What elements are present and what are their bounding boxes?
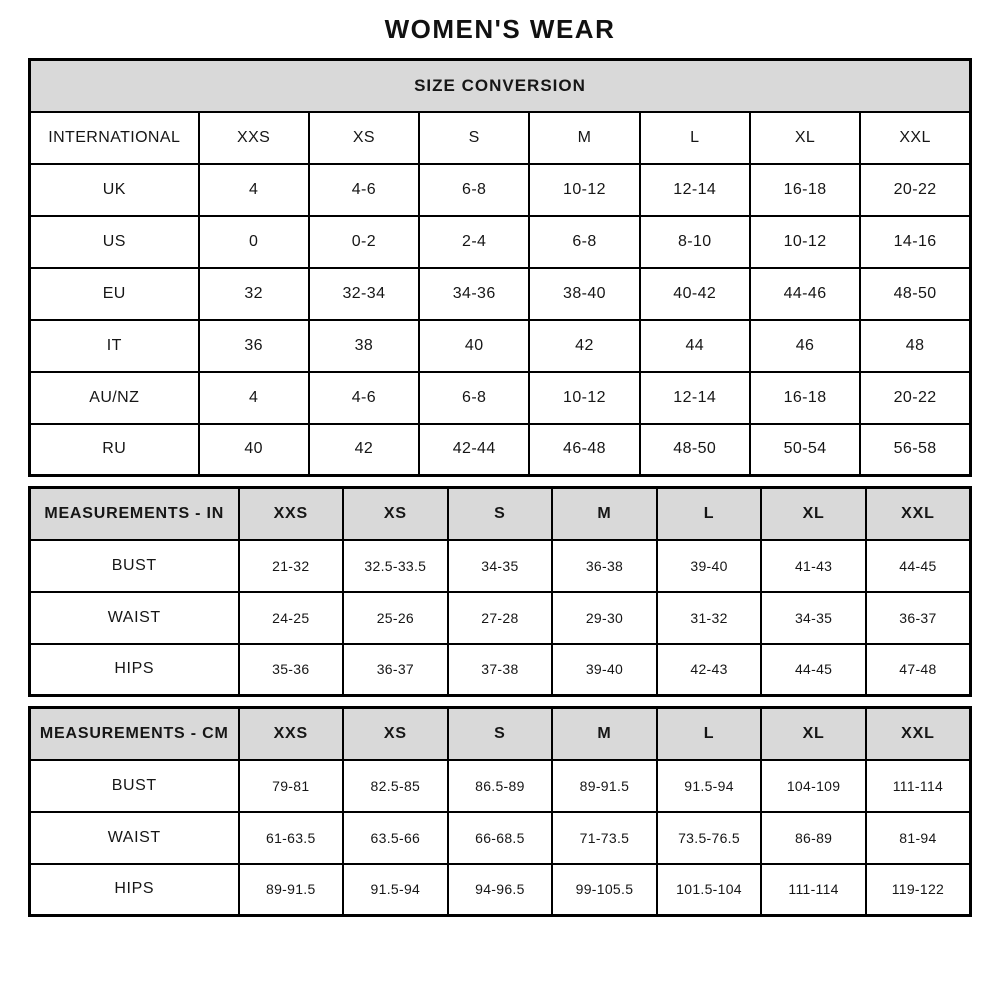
value-cell: 89-91.5 [239, 864, 344, 916]
table-row [30, 864, 971, 916]
value-cell: 32-34 [309, 268, 419, 320]
value-cell: 91.5-94 [657, 760, 762, 812]
size-header-cell: XXS [239, 488, 344, 540]
value-cell: L [640, 112, 750, 164]
size-header-cell: XXL [866, 488, 971, 540]
table-row [30, 812, 971, 864]
table-row [30, 644, 971, 696]
table-row [30, 320, 971, 372]
table-header-row [30, 488, 971, 540]
value-cell: 44-45 [761, 644, 866, 696]
value-cell: 8-10 [640, 216, 750, 268]
measurements-in-table [28, 486, 972, 697]
size-conversion-body [30, 112, 971, 476]
size-header-cell: L [657, 488, 762, 540]
value-cell: 40-42 [640, 268, 750, 320]
table-row [30, 372, 971, 424]
value-cell: XXL [860, 112, 970, 164]
row-label: IT [30, 320, 199, 372]
value-cell: 111-114 [761, 864, 866, 916]
value-cell: 40 [199, 424, 309, 476]
value-cell: 4 [199, 372, 309, 424]
size-header-cell: XL [761, 708, 866, 760]
row-label: BUST [30, 540, 239, 592]
row-label: EU [30, 268, 199, 320]
size-header-cell: XL [761, 488, 866, 540]
value-cell: 2-4 [419, 216, 529, 268]
size-header-cell: S [448, 708, 553, 760]
row-label: AU/NZ [30, 372, 199, 424]
row-label: WAIST [30, 592, 239, 644]
size-header-cell: XS [343, 708, 448, 760]
size-conversion-header [30, 60, 971, 112]
row-label: WAIST [30, 812, 239, 864]
value-cell: 31-32 [657, 592, 762, 644]
table-row [30, 540, 971, 592]
value-cell: 71-73.5 [552, 812, 657, 864]
value-cell: 66-68.5 [448, 812, 553, 864]
value-cell: 0 [199, 216, 309, 268]
value-cell: XS [309, 112, 419, 164]
value-cell: 16-18 [750, 372, 860, 424]
size-header-cell: L [657, 708, 762, 760]
value-cell: 86.5-89 [448, 760, 553, 812]
value-cell: 24-25 [239, 592, 344, 644]
measurements-in-header [30, 488, 971, 540]
table-header-label: MEASUREMENTS - IN [30, 488, 239, 540]
value-cell: 82.5-85 [343, 760, 448, 812]
value-cell: 10-12 [529, 372, 639, 424]
measurements-cm-table [28, 706, 972, 917]
size-conversion-table [28, 58, 972, 477]
table-title-row [30, 60, 971, 112]
row-label: BUST [30, 760, 239, 812]
value-cell: 48-50 [640, 424, 750, 476]
row-label: RU [30, 424, 199, 476]
value-cell: 94-96.5 [448, 864, 553, 916]
value-cell: 34-36 [419, 268, 529, 320]
value-cell: 48 [860, 320, 970, 372]
value-cell: 44 [640, 320, 750, 372]
row-label: US [30, 216, 199, 268]
page-title: WOMEN'S WEAR [384, 14, 616, 44]
value-cell: 0-2 [309, 216, 419, 268]
row-label: HIPS [30, 644, 239, 696]
value-cell: 4 [199, 164, 309, 216]
row-label: UK [30, 164, 199, 216]
value-cell: 40 [419, 320, 529, 372]
table-header-label: MEASUREMENTS - CM [30, 708, 239, 760]
value-cell: 42 [529, 320, 639, 372]
size-header-cell: M [552, 488, 657, 540]
value-cell: 42-43 [657, 644, 762, 696]
table-row [30, 424, 971, 476]
value-cell: 46-48 [529, 424, 639, 476]
value-cell: 12-14 [640, 164, 750, 216]
value-cell: 10-12 [750, 216, 860, 268]
value-cell: 79-81 [239, 760, 344, 812]
value-cell: 36-37 [343, 644, 448, 696]
value-cell: 48-50 [860, 268, 970, 320]
value-cell: 91.5-94 [343, 864, 448, 916]
size-header-cell: M [552, 708, 657, 760]
value-cell: 42 [309, 424, 419, 476]
value-cell: 86-89 [761, 812, 866, 864]
value-cell: 44-45 [866, 540, 971, 592]
row-label: HIPS [30, 864, 239, 916]
value-cell: 81-94 [866, 812, 971, 864]
value-cell: 14-16 [860, 216, 970, 268]
value-cell: 32 [199, 268, 309, 320]
measurements-cm-header [30, 708, 971, 760]
value-cell: 32.5-33.5 [343, 540, 448, 592]
value-cell: 47-48 [866, 644, 971, 696]
value-cell: 119-122 [866, 864, 971, 916]
size-header-cell: XXL [866, 708, 971, 760]
value-cell: 37-38 [448, 644, 553, 696]
value-cell: 38-40 [529, 268, 639, 320]
value-cell: M [529, 112, 639, 164]
value-cell: 63.5-66 [343, 812, 448, 864]
table-row [30, 216, 971, 268]
measurements-cm-body [30, 760, 971, 916]
value-cell: 39-40 [657, 540, 762, 592]
table-title: SIZE CONVERSION [30, 60, 971, 112]
value-cell: 27-28 [448, 592, 553, 644]
value-cell: 73.5-76.5 [657, 812, 762, 864]
value-cell: 42-44 [419, 424, 529, 476]
row-label: INTERNATIONAL [30, 112, 199, 164]
table-header-row [30, 708, 971, 760]
value-cell: 6-8 [419, 164, 529, 216]
value-cell: 34-35 [761, 592, 866, 644]
value-cell: 41-43 [761, 540, 866, 592]
value-cell: 39-40 [552, 644, 657, 696]
table-row [30, 592, 971, 644]
value-cell: 89-91.5 [552, 760, 657, 812]
value-cell: 104-109 [761, 760, 866, 812]
table-row [30, 112, 971, 164]
value-cell: S [419, 112, 529, 164]
value-cell: XXS [199, 112, 309, 164]
value-cell: 36-38 [552, 540, 657, 592]
value-cell: 111-114 [866, 760, 971, 812]
value-cell: 44-46 [750, 268, 860, 320]
value-cell: 4-6 [309, 164, 419, 216]
value-cell: 25-26 [343, 592, 448, 644]
size-header-cell: S [448, 488, 553, 540]
measurements-in-body [30, 540, 971, 696]
value-cell: 61-63.5 [239, 812, 344, 864]
table-row [30, 268, 971, 320]
table-row [30, 164, 971, 216]
value-cell: 38 [309, 320, 419, 372]
value-cell: 101.5-104 [657, 864, 762, 916]
value-cell: 21-32 [239, 540, 344, 592]
value-cell: 4-6 [309, 372, 419, 424]
value-cell: 36-37 [866, 592, 971, 644]
table-row [30, 760, 971, 812]
value-cell: 6-8 [419, 372, 529, 424]
size-header-cell: XXS [239, 708, 344, 760]
size-header-cell: XS [343, 488, 448, 540]
value-cell: 16-18 [750, 164, 860, 216]
value-cell: 50-54 [750, 424, 860, 476]
value-cell: 46 [750, 320, 860, 372]
value-cell: 10-12 [529, 164, 639, 216]
value-cell: 29-30 [552, 592, 657, 644]
value-cell: 56-58 [860, 424, 970, 476]
value-cell: 6-8 [529, 216, 639, 268]
value-cell: 99-105.5 [552, 864, 657, 916]
value-cell: 12-14 [640, 372, 750, 424]
value-cell: 34-35 [448, 540, 553, 592]
value-cell: XL [750, 112, 860, 164]
value-cell: 20-22 [860, 372, 970, 424]
value-cell: 36 [199, 320, 309, 372]
value-cell: 35-36 [239, 644, 344, 696]
value-cell: 20-22 [860, 164, 970, 216]
